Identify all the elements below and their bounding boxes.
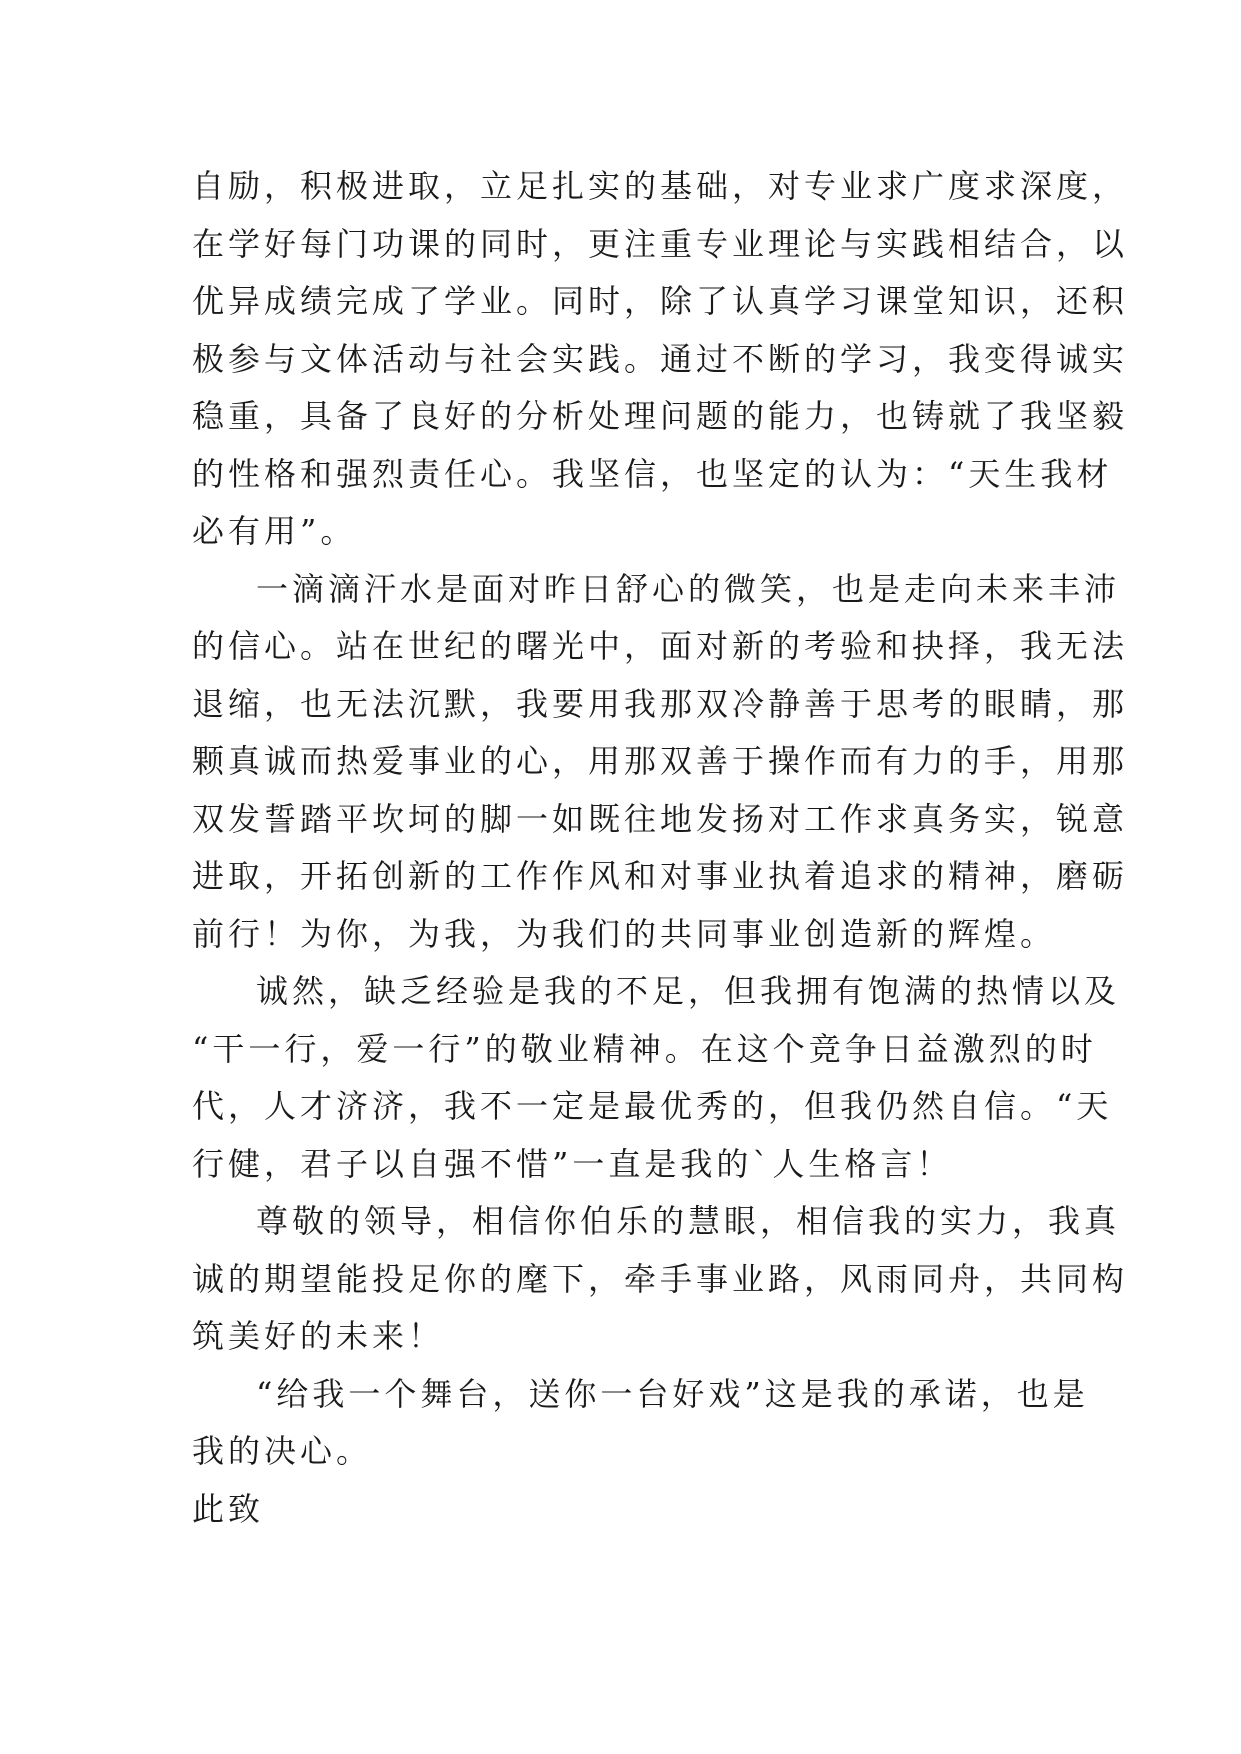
text-line: “干一行，爱一行”的敬业精神。在这个竞争日益激烈的时 [192, 1029, 1097, 1068]
paragraph-first-line: 尊敬的领导，相信你伯乐的慧眼，相信我的实力，我真 [256, 1202, 1121, 1240]
text-line: 颗真诚而热爱事业的心，用那双善于操作而有力的手，用那 [192, 742, 1129, 780]
text-line: 前行！为你，为我，为我们的共同事业创造新的辉煌。 [192, 914, 1057, 953]
text-line: 诚的期望能投足你的麾下，牵手事业路，风雨同舟，共同构 [192, 1259, 1129, 1298]
text-line: 我的决心。 [192, 1432, 373, 1470]
text-line: 极参与文体活动与社会实践。通过不断的学习，我变得诚实 [192, 339, 1129, 378]
text-line: 优异成绩完成了学业。同时，除了认真学习课堂知识，还积 [192, 282, 1129, 320]
text-line: 双发誓踏平坎坷的脚一如既往地发扬对工作求真务实，锐意 [192, 799, 1129, 838]
text-line: 稳重，具备了良好的分析处理问题的能力，也铸就了我坚毅 [192, 397, 1129, 435]
text-line: 退缩，也无法沉默，我要用我那双冷静善于思考的眼睛，那 [192, 684, 1129, 723]
closing-salutation: 此致 [192, 1489, 265, 1528]
text-line: 进取，开拓创新的工作作风和对事业执着追求的精神，磨砺 [192, 857, 1129, 895]
text-line: 自励，积极进取，立足扎实的基础，对专业求广度求深度， [192, 167, 1129, 205]
text-line: 的性格和强烈责任心。我坚信，也坚定的认为：“天生我材 [192, 454, 1113, 493]
text-line: 筑美好的未来！ [192, 1317, 445, 1355]
text-line: 代，人才济济，我不一定是最优秀的，但我仍然自信。“天 [192, 1087, 1113, 1125]
text-line: 的信心。站在世纪的曙光中，面对新的考验和抉择，我无法 [192, 627, 1129, 665]
text-line: 在学好每门功课的同时，更注重专业理论与实践相结合，以 [192, 224, 1129, 263]
paragraph-first-line: “给我一个舞台，送你一台好戏”这是我的承诺，也是 [256, 1374, 1089, 1413]
paragraph-first-line: 一滴滴汗水是面对昨日舒心的微笑，也是走向未来丰沛 [256, 569, 1121, 608]
text-line: 行健，君子以自强不惜”一直是我的`人生格言！ [192, 1144, 953, 1183]
text-line: 必有用”。 [192, 512, 357, 550]
letter-body [192, 158, 1129, 1538]
paragraph-first-line: 诚然，缺乏经验是我的不足，但我拥有饱满的热情以及 [256, 972, 1121, 1010]
